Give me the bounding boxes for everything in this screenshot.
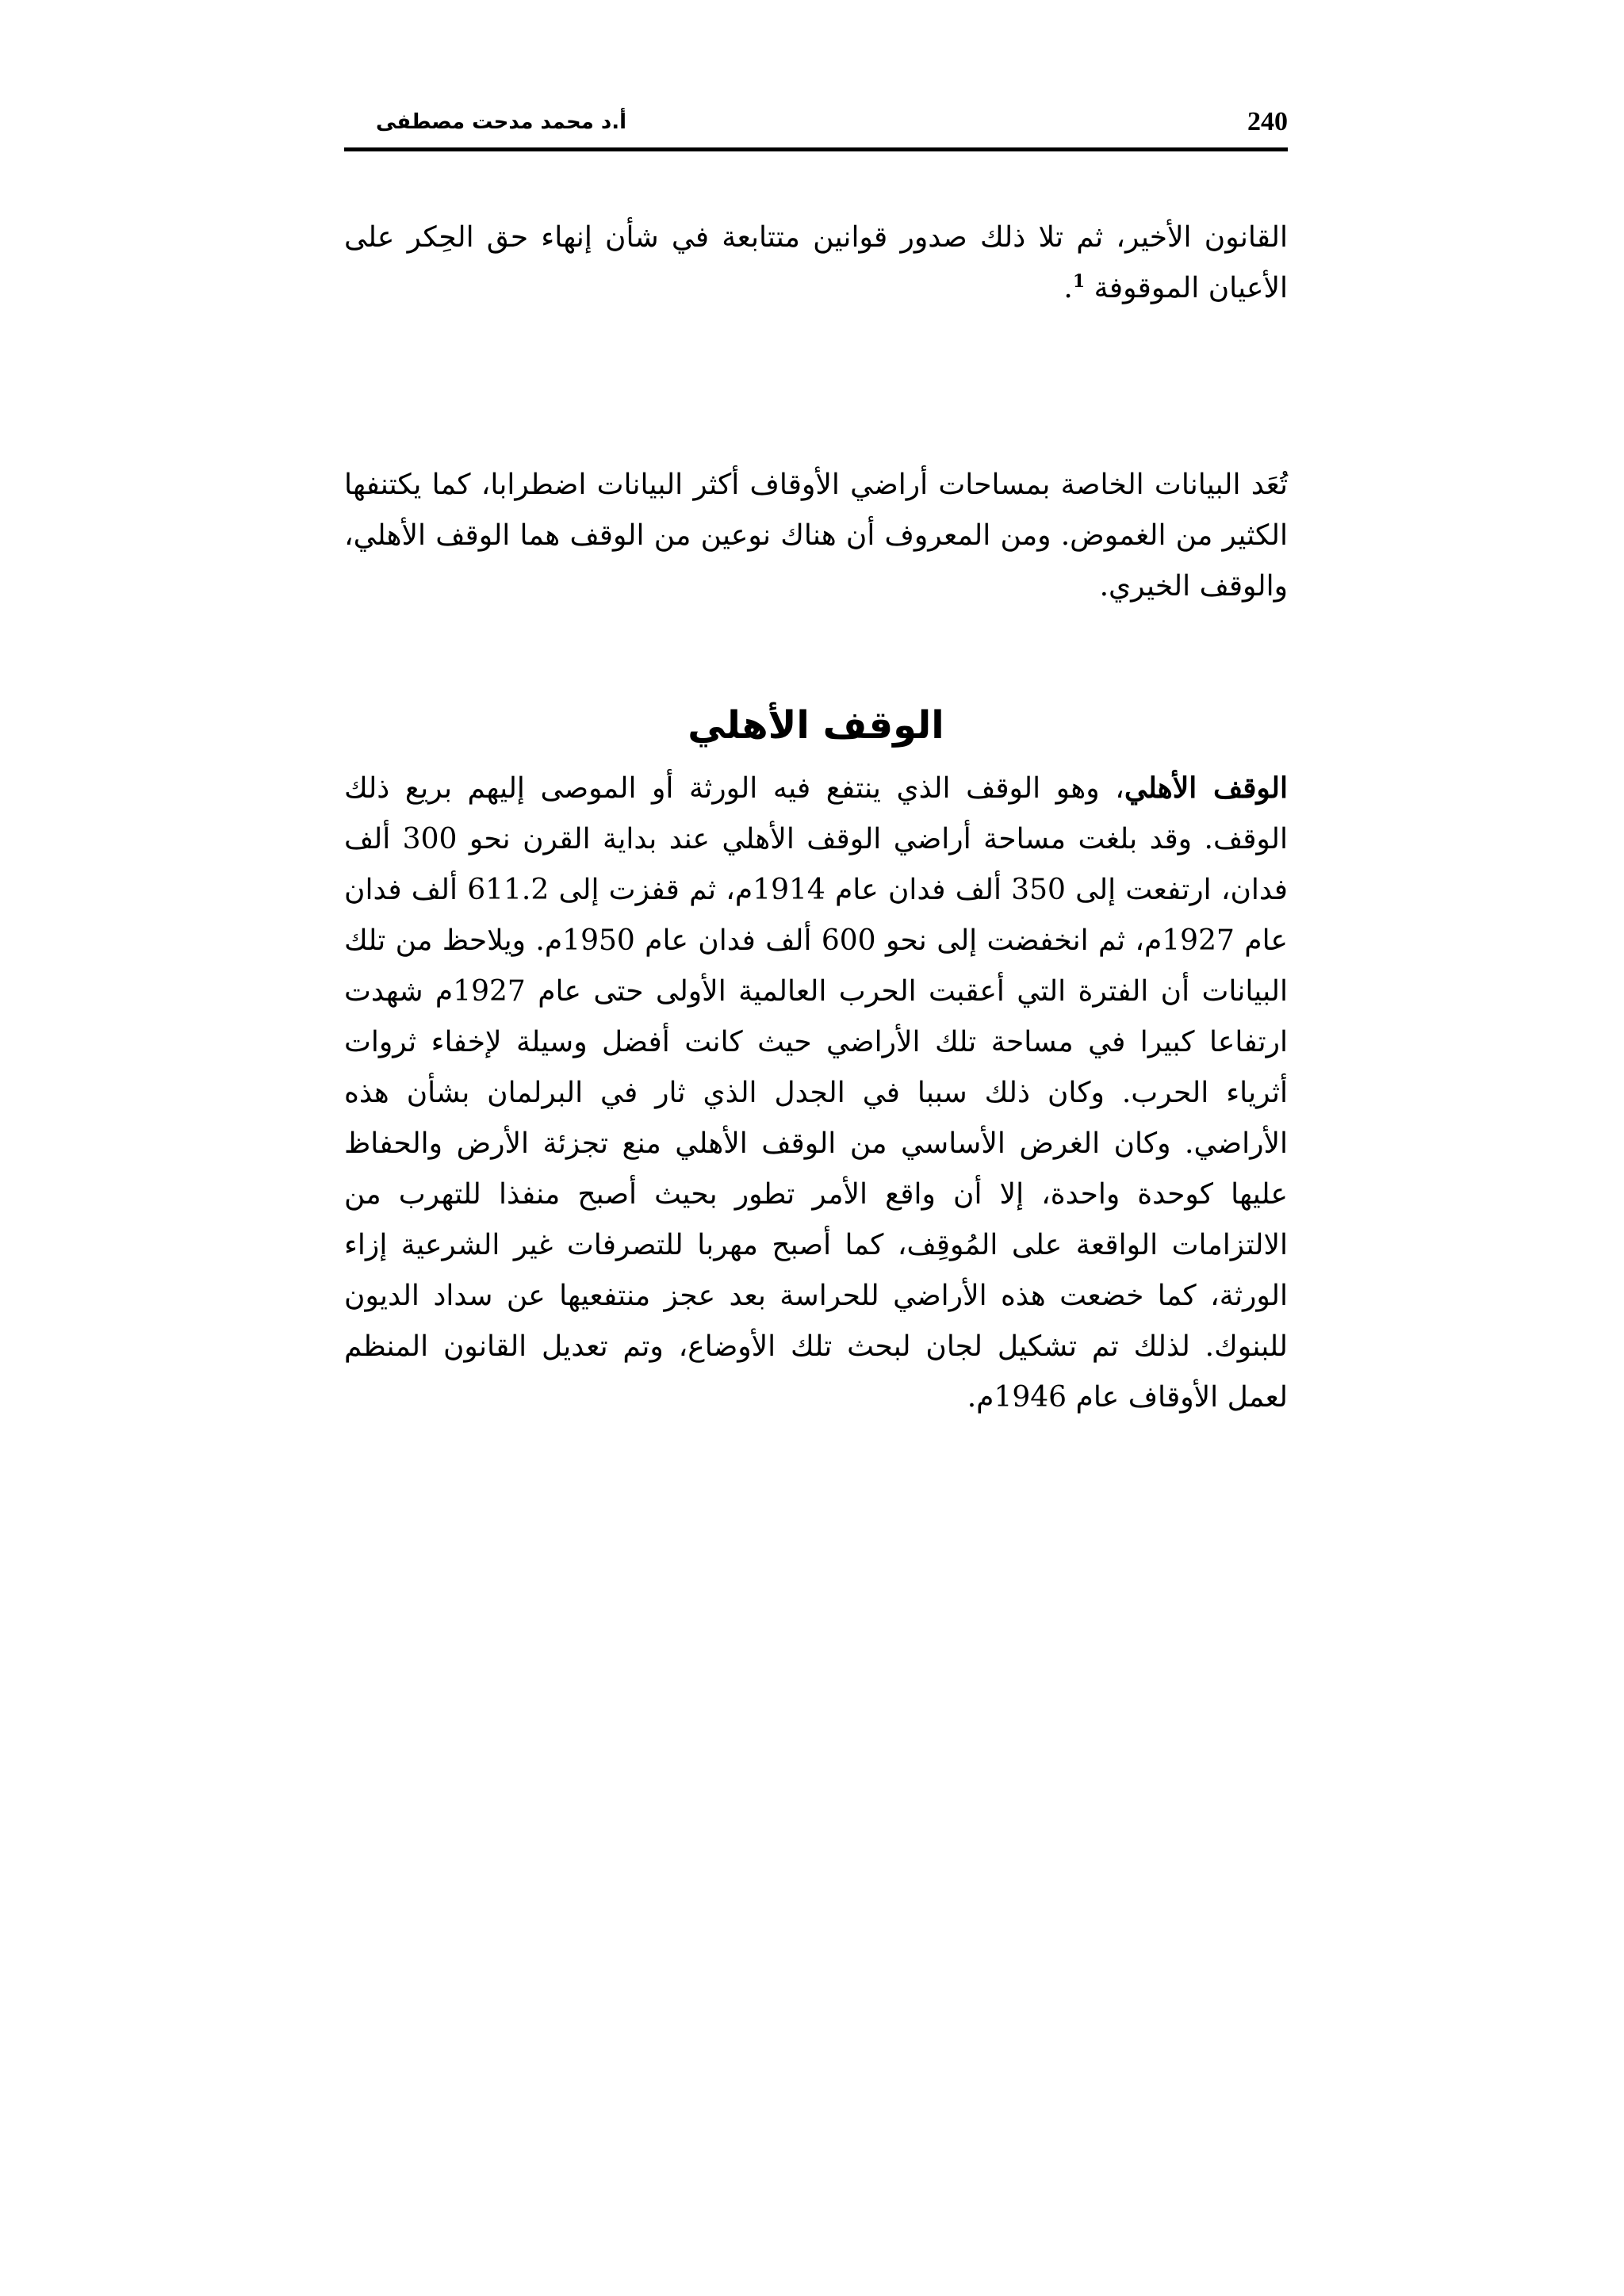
footnote-reference[interactable]: 1 (1072, 271, 1086, 292)
paragraph-1-text: القانون الأخير، ثم تلا ذلك صدور قوانين متتابعة في شأن إنهاء حق الحِكر على الأعيان الموقوفة (344, 221, 1288, 304)
page-header (344, 97, 1288, 151)
paragraph-1-end: . (1063, 272, 1073, 304)
paragraph-2-text: تُعَد البيانات الخاصة بمساحات أراضي الأوقاف أكثر البيانات اضطرابا، كما يكتنفها الكثير من الغموض. ومن المعروف أن هناك نوعين من الوقف هما الوقف الأهلي، والوقف الخيري. (344, 469, 1288, 603)
paragraph-2 (344, 460, 1288, 612)
paragraph-3-body: ، وهو الوقف الذي ينتفع فيه الورثة أو الموصى إليهم بريع ذلك الوقف. وقد بلغت مساحة أراضي الوقف الأهلي عند بداية القرن نحو 300 ألف فدان، ارتفعت إلى 350 ألف فدان عام 1914م، ثم قفزت إلى 611.2 ألف فدان عام 1927م، ثم انخفضت إلى نحو 600 ألف فدان عام 1950م. ويلاحظ من تلك البيانات أن الفترة التي أعقبت الحرب العالمية الأولى حتى عام 1927م شهدت ارتفاعا كبيرا في مساحة تلك الأراضي حيث كانت أفضل وسيلة لإخفاء ثروات أثرياء الحرب. وكان ذلك سببا في الجدل الذي ثار في البرلمان بشأن هذه الأراضي. وكان الغرض الأساسي من الوقف الأهلي منع تجزئة الأرض والحفاظ عليها كوحدة واحدة، إلا أن واقع الأمر تطور بحيث أصبح منفذا للتهرب من الالتزامات الواقعة على المُوقِف، كما أصبح مهربا للتصرفات غير الشرعية إزاء الورثة، كما خضعت هذه الأراضي للحراسة بعد عجز منتفعيها عن سداد الديون للبنوك. لذلك تم تشكيل لجان لبحث تلك الأوضاع، وتم تعديل القانون المنظم لعمل الأوقاف عام 1946م. (344, 772, 1289, 1414)
paragraph-3-lead-term: الوقف الأهلي (1124, 771, 1288, 805)
section-heading: الوقف الأهلي (688, 703, 944, 748)
paragraph-3 (344, 763, 1288, 1423)
running-head-author: أ.د محمد مدحت مصطفى (376, 110, 627, 134)
paragraph-1 (344, 212, 1288, 314)
page-number: 240 (1247, 107, 1288, 136)
